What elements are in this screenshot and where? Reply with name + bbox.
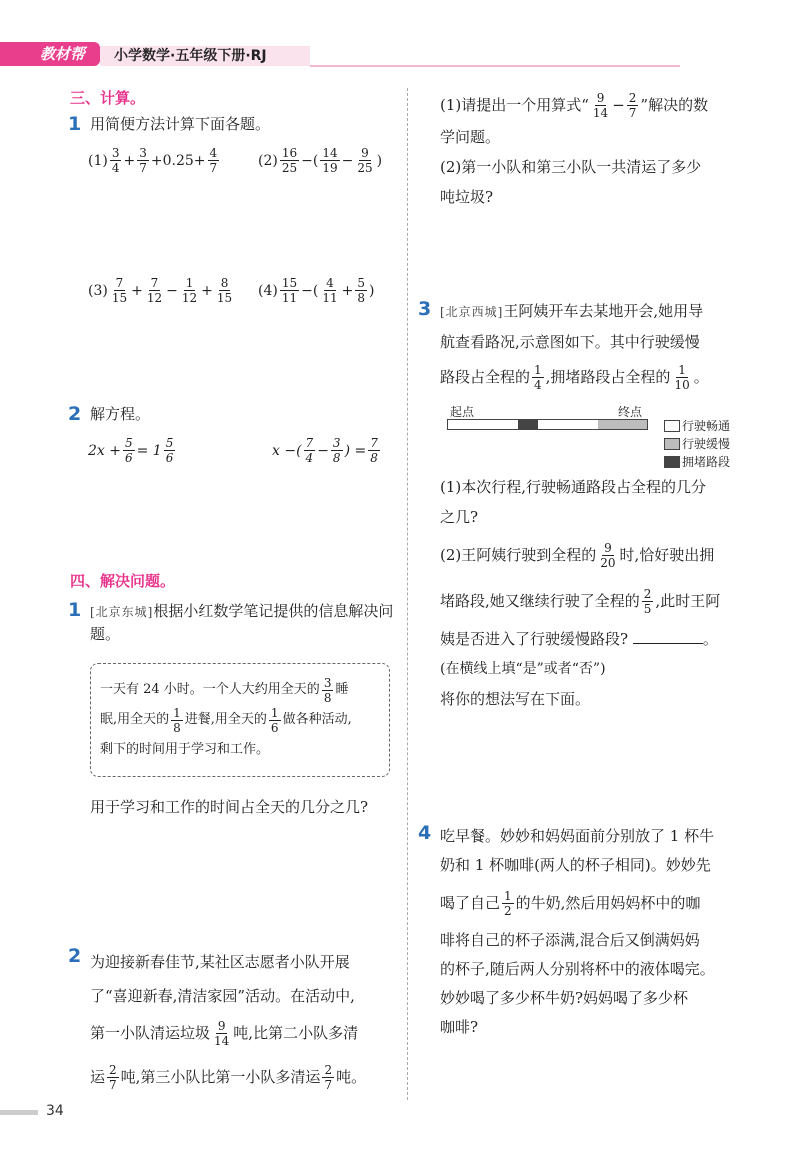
s4-q3-subparts: (1)本次行程,行驶畅通路段占全程的几分 之几? (2)王阿姨行驶到全程的 $\frac{9}{20}$ 时,恰好驶出拥 堵路段,她又继续行驶了全程的 $\frac{2}{5}$ ,此时王阿 姨是否进入了行驶缓慢路段? 。 (在横线上填“是”或者“否”) 将你的想法写在下面。 bbox=[440, 478, 721, 708]
legend-swatch bbox=[664, 438, 680, 450]
fraction: $\frac{1}{4}$ bbox=[534, 362, 542, 392]
calc-problem-3: (3) $\frac{7}{15}$ + $\frac{7}{12}$ − $\frac{1}{12}$ + $\frac{8}{15}$ bbox=[88, 276, 233, 305]
s3-q1-number: 1 bbox=[68, 113, 82, 135]
note-content: 一天有 24 小时。一个人大约用全天的 $\frac{3}{8}$ 睡 眠,用全天的 $\frac{1}{8}$ 进餐,用全天的 $\frac{1}{6}$ 做各种活动, 剩下的时间用于学习和工作。 bbox=[100, 675, 352, 757]
fraction: $\frac{9}{14}$ bbox=[214, 1018, 230, 1048]
equation-1: 2x + $\frac{5}{6}$ = 1 $\frac{5}{6}$ bbox=[88, 436, 174, 465]
section4-title: 四、解决问题。 bbox=[70, 572, 176, 590]
route-start-label: 起点 bbox=[450, 405, 475, 419]
fraction: $\frac{1}{2}$ bbox=[504, 888, 512, 918]
fraction: $\frac{7}{15}$ bbox=[111, 276, 128, 305]
problem-label: (1) bbox=[88, 152, 108, 169]
problem-label: (2) bbox=[258, 152, 278, 169]
fraction: $\frac{2}{7}$ bbox=[628, 90, 637, 120]
column-divider bbox=[407, 88, 408, 1100]
fraction: $\frac{5}{6}$ bbox=[124, 436, 133, 465]
fraction: $\frac{2}{7}$ bbox=[109, 1062, 117, 1092]
route-segment-smooth bbox=[538, 420, 598, 429]
fraction: $\frac{1}{10}$ bbox=[674, 362, 690, 392]
fraction: $\frac{3}{8}$ bbox=[332, 436, 341, 465]
fraction: $\frac{1}{6}$ bbox=[270, 705, 279, 735]
legend-swatch bbox=[664, 456, 680, 468]
s4-q1-question: 用于学习和工作的时间占全天的几分之几? bbox=[90, 798, 369, 816]
s3-q2-number: 2 bbox=[68, 403, 82, 425]
s4-q3-number: 3 bbox=[418, 298, 432, 320]
section3-title: 三、计算。 bbox=[70, 89, 146, 107]
header-badge: 教材帮 bbox=[0, 42, 100, 66]
problem-label: (3) bbox=[88, 282, 108, 299]
route-bar bbox=[447, 419, 648, 430]
fraction: $\frac{5}{6}$ bbox=[165, 436, 174, 465]
s4-q2-subparts: (1)请提出一个用算式“ $\frac{9}{14}$ − $\frac{2}{7}$ ”解决的数 学问题。 (2)第一小队和第三小队一共清运了多少 吨垃圾? bbox=[440, 90, 709, 206]
fraction: $\frac{3}{8}$ bbox=[323, 675, 332, 705]
fraction: $\frac{2}{5}$ bbox=[643, 586, 652, 616]
fraction: $\frac{3}{4}$ bbox=[111, 146, 120, 175]
route-legend: 行驶畅通 行驶缓慢 拥堵路段 bbox=[664, 417, 730, 471]
fraction: $\frac{16}{25}$ bbox=[281, 146, 298, 175]
s4-q2-number: 2 bbox=[68, 945, 82, 967]
source-tag: [北京西城] bbox=[440, 305, 504, 319]
footer-rule bbox=[0, 1110, 38, 1115]
fraction: $\frac{9}{14}$ bbox=[592, 90, 609, 120]
legend-swatch bbox=[664, 420, 680, 432]
equation-2: x −( $\frac{7}{4}$ − $\frac{3}{8}$ ) = $\frac{7}{8}$ bbox=[272, 436, 378, 465]
page-number: 34 bbox=[46, 1103, 64, 1119]
fraction: $\frac{3}{7}$ bbox=[139, 146, 147, 175]
fraction: $\frac{1}{8}$ bbox=[173, 705, 181, 735]
s4-q1-intro: [北京东城]根据小红数学笔记提供的信息解决问题。 bbox=[90, 602, 394, 643]
header-rule bbox=[310, 65, 680, 67]
header-title: 小学数学·五年级下册·RJ bbox=[100, 46, 310, 66]
fraction: $\frac{7}{12}$ bbox=[146, 276, 163, 305]
fraction: $\frac{9}{25}$ bbox=[357, 146, 373, 175]
fraction: $\frac{5}{8}$ bbox=[357, 276, 365, 305]
fraction: $\frac{14}{19}$ bbox=[322, 146, 338, 175]
s4-q1-number: 1 bbox=[68, 599, 82, 621]
s4-q4-text: 吃早餐。妙妙和妈妈面前分别放了 1 杯牛 奶和 1 杯咖啡(两人的杯子相同)。妙妙先 喝了自己 $\frac{1}{2}$ 的牛奶,然后用妈妈杯中的咖 啡将自己的杯子添满,混合后又倒满妈妈 的杯子,随后两人分别将杯中的液体喝完。 妙妙喝了多少杯牛奶?妈妈喝了多少杯 咖啡? bbox=[440, 827, 715, 1036]
fraction: $\frac{15}{11}$ bbox=[281, 276, 298, 305]
source-tag: [北京东城] bbox=[90, 605, 154, 619]
fraction: $\frac{1}{12}$ bbox=[181, 276, 198, 305]
s3-q2-text: 解方程。 bbox=[90, 405, 151, 423]
s4-q4-number: 4 bbox=[418, 822, 432, 844]
route-segment-slow bbox=[598, 420, 647, 429]
fraction: $\frac{4}{11}$ bbox=[322, 276, 338, 305]
calc-problem-1: (1) $\frac{3}{4}$ + $\frac{3}{7}$ +0.25+ $\frac{4}{7}$ bbox=[88, 146, 218, 175]
calc-problem-4: (4) $\frac{15}{11}$ −( $\frac{4}{11}$ + $\frac{5}{8}$ ) bbox=[258, 276, 375, 305]
fraction: $\frac{9}{20}$ bbox=[600, 540, 616, 570]
route-segment-smooth bbox=[448, 420, 518, 429]
fraction: $\frac{8}{15}$ bbox=[216, 276, 233, 305]
calc-problem-2: (2) $\frac{16}{25}$ −( $\frac{14}{19}$ − $\frac{9}{25}$ ) bbox=[258, 146, 383, 175]
route-segment-jam bbox=[518, 420, 538, 429]
fraction: $\frac{7}{8}$ bbox=[370, 436, 378, 465]
fraction: $\frac{2}{7}$ bbox=[324, 1062, 333, 1092]
problem-label: (4) bbox=[258, 282, 278, 299]
route-end-label: 终点 bbox=[618, 405, 643, 419]
s3-q1-text: 用简便方法计算下面各题。 bbox=[90, 115, 271, 133]
fraction: $\frac{4}{7}$ bbox=[209, 146, 218, 175]
s4-q2-text: 为迎接新春佳节,某社区志愿者小队开展 了“喜迎新春,清洁家园”活动。在活动中, 第一小队清运垃圾 $\frac{9}{14}$ 吨,比第二小队多清 运 $\frac{2}{7}$ 吨,第三小队比第一小队多清运 $\frac{2}{7}$ 吨。 bbox=[90, 953, 367, 1092]
answer-blank[interactable] bbox=[633, 629, 703, 644]
s4-q3-text: [北京西城]王阿姨开车去某地开会,她用导 航查看路况,示意图如下。其中行驶缓慢 路段占全程的 $\frac{1}{4}$ ,拥堵路段占全程的 $\frac{1}{10}$ 。 bbox=[440, 302, 709, 392]
fraction: $\frac{7}{4}$ bbox=[305, 436, 314, 465]
